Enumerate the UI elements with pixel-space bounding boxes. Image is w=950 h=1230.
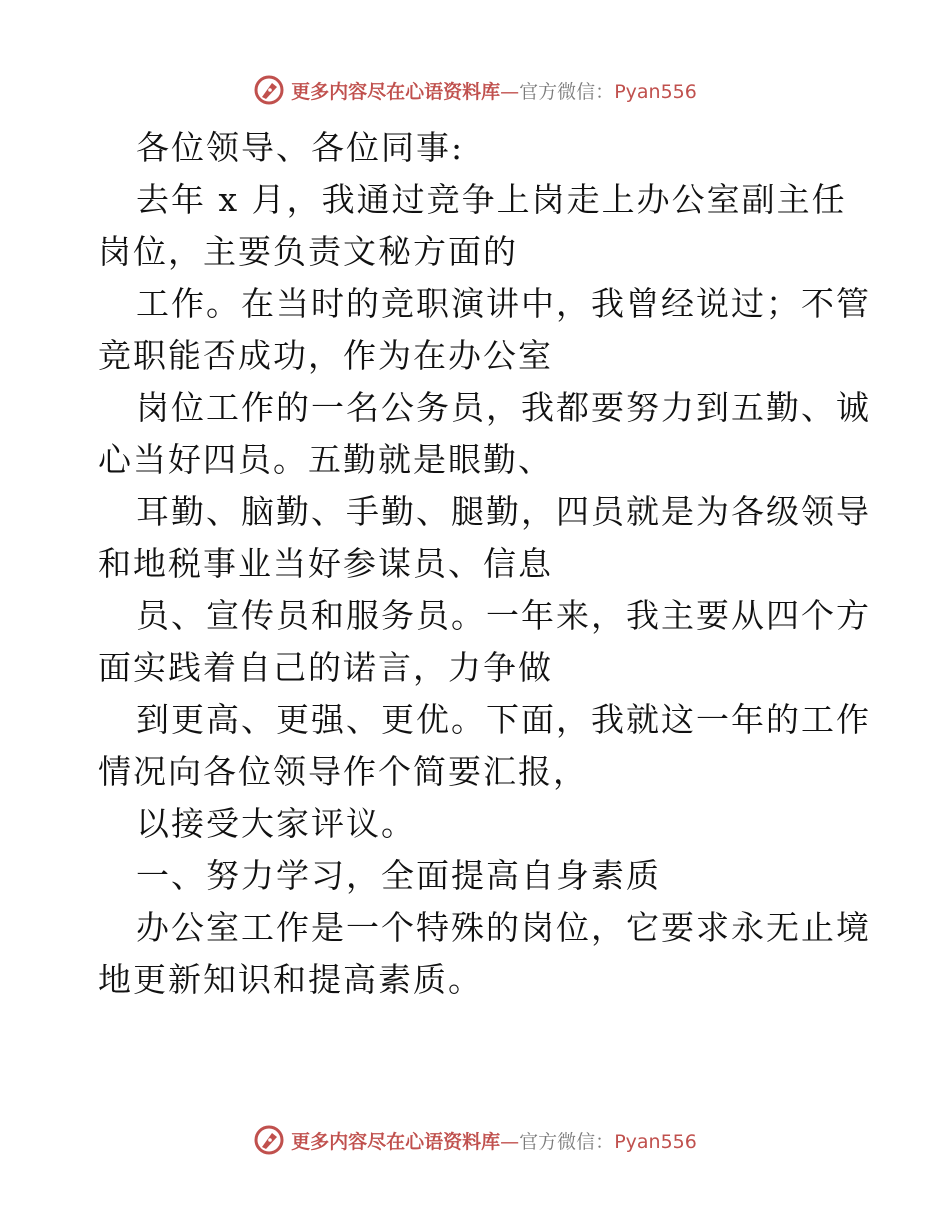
body-text-line: 员、宣传员和服务员。一年来，我主要从四个方 bbox=[136, 596, 871, 635]
watermark-label: 官方微信： bbox=[519, 80, 615, 103]
watermark-account: Pyan556 bbox=[614, 1130, 697, 1153]
body-text-line: 面实践着自己的诺言，力争做 bbox=[98, 648, 553, 687]
body-text-line: 办公室工作是一个特殊的岗位，它要求永无止境 bbox=[136, 908, 871, 947]
watermark-account: Pyan556 bbox=[614, 80, 697, 103]
body-text-line: 各位领导、各位同事: bbox=[136, 128, 465, 167]
body-text-line: 情况向各位领导作个简要汇报， bbox=[98, 752, 588, 791]
body-text-line: 到更高、更强、更优。下面，我就这一年的工作 bbox=[136, 700, 871, 739]
watermark-separator: — bbox=[500, 1130, 520, 1153]
body-text-line: 以接受大家评议。 bbox=[136, 804, 416, 843]
body-text-line: 和地税事业当好参谋员、信息 bbox=[98, 544, 553, 583]
body-text-line: 工作。在当时的竞职演讲中，我曾经说过；不管 bbox=[136, 284, 871, 323]
watermark-separator: — bbox=[500, 80, 520, 103]
body-text-line: 一、努力学习，全面提高自身素质 bbox=[136, 856, 661, 895]
watermark-text bbox=[291, 1127, 697, 1154]
header-watermark bbox=[0, 70, 950, 110]
watermark-text bbox=[291, 77, 697, 104]
document-body bbox=[98, 122, 871, 1006]
pen-nib-circle-logo-icon bbox=[253, 74, 285, 106]
pen-nib-circle-logo-icon bbox=[253, 1124, 285, 1156]
watermark-label: 官方微信： bbox=[519, 1130, 615, 1153]
body-text-line: 耳勤、脑勤、手勤、腿勤，四员就是为各级领导 bbox=[136, 492, 871, 531]
watermark-brand: 更多内容尽在心语资料库 bbox=[291, 80, 501, 103]
body-text-line: 竞职能否成功，作为在办公室 bbox=[98, 336, 553, 375]
footer-watermark bbox=[0, 1120, 950, 1160]
body-text-line: 去年 x 月，我通过竞争上岗走上办公室副主任 bbox=[136, 180, 847, 219]
watermark-brand: 更多内容尽在心语资料库 bbox=[291, 1130, 501, 1153]
body-text-line: 岗位工作的一名公务员，我都要努力到五勤、诚 bbox=[136, 388, 871, 427]
body-text-line: 地更新知识和提高素质。 bbox=[98, 960, 483, 999]
body-text-line: 心当好四员。五勤就是眼勤、 bbox=[98, 440, 553, 479]
body-text-line: 岗位，主要负责文秘方面的 bbox=[98, 232, 518, 271]
